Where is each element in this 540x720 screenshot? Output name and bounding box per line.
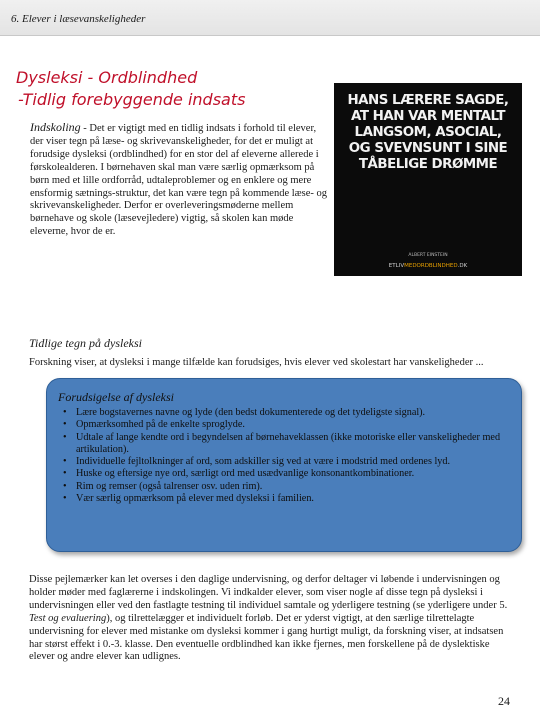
closing-paragraph bbox=[29, 574, 511, 664]
intro-body: - Det er vigtigt med en tidlig indsats i forhold til elever, der viser tegn på læse- og skrivevanskeligheder, for det er muligt at forudsige dysleksi (ordblindhed) for en stor del af eleverne allerede i førskolealderen. I børnehaven skal man være særlig opmærksom på børn med et lille ordforråd, udtaleproblemer og en enklere og mere ensformig sætnings-struktur, det kan være tegn på kommende læse- og skrivevanskeligheder. Derfor er overleveringsmøderne mellem børnehave og skole (læsevejledere) vigtig, så skolen kan møde eleverne, hvor de er. bbox=[30, 123, 328, 238]
signs-text: Forskning viser, at dysleksi i mange tilfælde kan forudsiges, hvis elever ved skolestart har vanskeligheder ... bbox=[29, 357, 484, 368]
closing-part2: ), og tilrettelægger et individuelt forløb. Det er yderst vigtigt, at den særlige tilrettelagte undervisning for elever med mistanke om dysleksi kommer i gang hurtigt muligt, da forskning viser, at indsatsen har størst effekt i 0.-3. klasse. Den eventuelle ordblindhed kan ikke fjernes, men forskellene på de dyslektiske elever og andre elever kan udlignes. bbox=[29, 612, 504, 663]
prediction-list bbox=[63, 407, 513, 505]
site-suffix: .DK bbox=[457, 263, 468, 269]
signs-heading: Tidlige tegn på dysleksi bbox=[29, 336, 142, 350]
page-number: 24 bbox=[498, 694, 510, 708]
page-subtitle: -Tidlig forebyggende indsats bbox=[18, 90, 246, 109]
chapter-header bbox=[0, 0, 540, 36]
prediction-heading: Forudsigelse af dysleksi bbox=[58, 390, 174, 404]
closing-part1: Disse pejlemærker kan let overses i den daglige undervisning, og derfor deltager vi løbende i undervisningen og holder møder med faglærerne i indskolingen. Vi indkalder elever, som viser nogle af disse tegn på dysleksi i undervisningen eller ved den fastlagte testning til individuel samtale og yderligere testning (se yderligere under 5. bbox=[29, 574, 508, 611]
page-title: Dysleksi - Ordblindhed bbox=[16, 68, 198, 87]
list-item: • Individuelle fejltolkninger af ord, som adskiller sig ved at være i modstrid med ordenes lyd. bbox=[63, 456, 513, 468]
list-item: • Rim og remser (også talrenser osv. uden rim). bbox=[63, 481, 513, 493]
quote-image bbox=[334, 83, 522, 276]
site-highlight: MEDORDBLINDHED bbox=[404, 263, 458, 269]
intro-lead: Indskoling bbox=[30, 120, 81, 134]
closing-italic: Test og evaluering bbox=[29, 612, 107, 624]
list-item: • Lære bogstavernes navne og lyde (den bedst dokumenterede og det tydeligste signal). bbox=[63, 407, 513, 419]
list-item: • Udtale af lange kendte ord i begyndelsen af børnehaveklassen (ikke motoriske eller vanskeligheder med artikulation). bbox=[63, 432, 513, 457]
list-item: • Opmærksomhed på de enkelte sproglyde. bbox=[63, 419, 513, 431]
prediction-box bbox=[46, 378, 522, 552]
quote-text: HANS LÆRERE SAGDE, AT HAN VAR MENTALT LANGSOM, ASOCIAL, OG SVEVNSUNT I SINE TÅBELIGE DRØMME bbox=[347, 93, 509, 172]
list-item: • Huske og eftersige nye ord, særligt ord med usædvanlige konsonantkombinationer. bbox=[63, 468, 513, 480]
chapter-title: 6. Elever i læsevanskeligheder bbox=[11, 13, 146, 25]
site-prefix: ETLIV bbox=[388, 263, 405, 269]
intro-paragraph bbox=[30, 121, 330, 239]
quote-site bbox=[334, 263, 522, 269]
list-item: • Vær særlig opmærksom på elever med dysleksi i familien. bbox=[63, 493, 513, 505]
quote-author: ALBERT EINSTEIN bbox=[408, 253, 448, 258]
